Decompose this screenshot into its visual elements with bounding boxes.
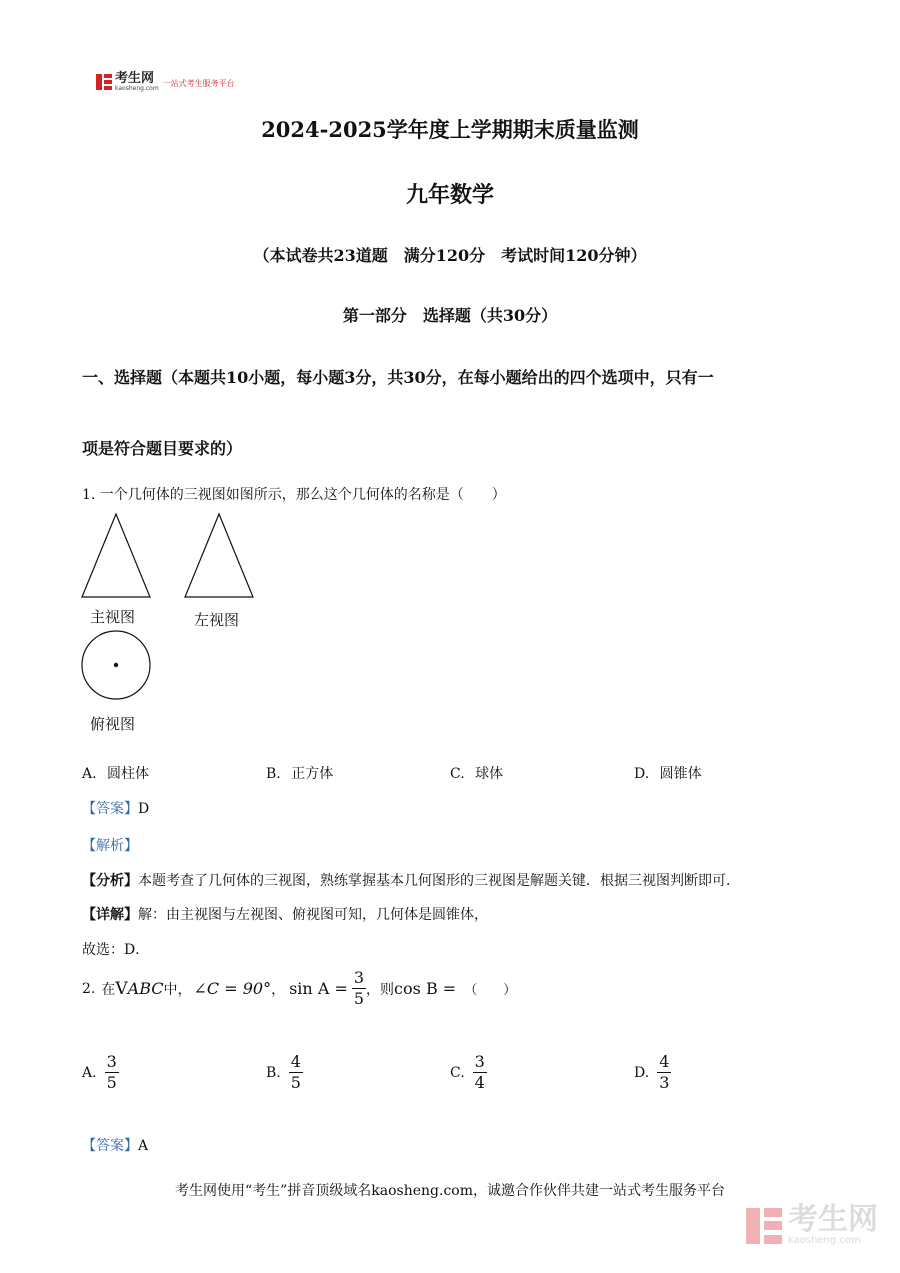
q1-answer <box>82 798 149 818</box>
q1-option-d-letter: D. <box>634 766 650 782</box>
q2-then: ，则 <box>366 981 395 998</box>
q2-option-d-letter: D. <box>634 1064 650 1081</box>
q2-option-a-numerator: 3 <box>106 1052 117 1071</box>
q1-option-d-text: 圆锥体 <box>659 766 702 782</box>
watermark-name: 考生网 <box>788 1202 878 1237</box>
q1-option-c-text: 球体 <box>475 766 504 782</box>
left-view-triangle <box>185 514 253 597</box>
q2-in: 在 <box>101 981 116 998</box>
part-title: 第一部分 选择题（共30分） <box>342 306 558 325</box>
q2-option-b-denominator: 5 <box>290 1073 301 1092</box>
q1-fenxi-text: 本题考查了几何体的三视图，熟练掌握基本几何图形的三视图是解题关键．根据三视图判断即可． <box>138 873 740 889</box>
exam-subject: 九年数学 <box>405 182 494 208</box>
watermark <box>746 1202 878 1246</box>
q1-option-b-text: 正方体 <box>291 766 334 782</box>
q2-option-b-numerator: 4 <box>290 1052 301 1071</box>
exam-title: 2024-2025学年度上学期期末质量监测 <box>261 117 639 142</box>
q2-mid: 中， <box>163 981 192 998</box>
q1-option-d <box>634 763 702 783</box>
q2-answer-value: A <box>138 1138 149 1154</box>
q1-analysis <box>82 835 138 855</box>
q2-option-d <box>634 1052 671 1093</box>
front-view-label: 主视图 <box>90 608 136 626</box>
q2-option-a-letter: A. <box>82 1064 97 1081</box>
logo-domain: kaosheng.com <box>115 85 159 92</box>
section-heading-line2: 项是符合题目要求的） <box>82 439 243 458</box>
q1-fenxi-tag: 【分析】 <box>82 873 138 889</box>
q1-option-b-letter: B. <box>266 766 281 782</box>
q2-option-c <box>450 1052 487 1093</box>
q2-sin-denominator: 5 <box>353 989 365 1008</box>
q2-option-d-denominator: 3 <box>659 1073 670 1092</box>
watermark-logo-icon <box>746 1208 782 1244</box>
q1-xiangjie-tag: 【详解】 <box>82 907 138 923</box>
q2-sin-numerator: 3 <box>353 968 365 987</box>
q2-option-c-fraction <box>473 1052 487 1093</box>
q2-option-d-numerator: 4 <box>659 1052 670 1071</box>
q2-option-a-fraction <box>105 1052 119 1093</box>
top-view-label: 俯视图 <box>90 715 136 733</box>
q2-option-b-fraction <box>289 1052 303 1093</box>
logo-mark-icon <box>96 74 112 90</box>
q1-fenxi <box>82 870 740 890</box>
left-view-label: 左视图 <box>194 611 240 629</box>
q1-option-b <box>266 763 333 783</box>
q2-stem <box>82 968 516 1009</box>
logo-slogan: 一站式考生服务平台 <box>162 79 235 88</box>
q1-answer-tag: 【答案】 <box>82 801 138 817</box>
q2-option-b-letter: B. <box>266 1064 281 1081</box>
q2-option-d-fraction <box>657 1052 671 1093</box>
q1-option-a-text: 圆柱体 <box>107 766 150 782</box>
triangle-name: ABC <box>127 979 164 998</box>
section-heading-line1: 一、选择题（本题共10小题，每小题3分，共30分，在每小题给出的四个选项中，只有一 <box>82 368 714 387</box>
q2-comma: ， <box>271 981 286 998</box>
q1-answer-value: D <box>138 801 150 817</box>
q1-stem: 1. 一个几何体的三视图如图所示，那么这个几何体的名称是（ ） <box>82 487 506 503</box>
q1-option-c <box>450 763 503 783</box>
page-footer: 考生网使用“考生”拼音顶级域名kaosheng.com，诚邀合作伙伴共建一站式考生服务平台 <box>174 1183 726 1199</box>
q2-option-c-letter: C. <box>450 1064 465 1081</box>
q2-option-a <box>82 1052 119 1093</box>
top-view-center-dot <box>114 663 118 667</box>
q2-answer <box>82 1135 148 1155</box>
q2-option-c-numerator: 3 <box>474 1052 485 1071</box>
q1-option-a <box>82 763 149 783</box>
q2-sin-label: sin A = <box>289 979 348 998</box>
q2-option-b <box>266 1052 303 1093</box>
three-view-figure <box>80 510 260 735</box>
q1-analysis-tag: 【解析】 <box>82 838 138 854</box>
q2-cos-label: cos B = <box>394 979 457 998</box>
q1-conclusion: 故选：D． <box>82 942 150 958</box>
q1-option-c-letter: C. <box>450 766 465 782</box>
q2-option-a-denominator: 5 <box>106 1073 117 1092</box>
q1-xiangjie-text: 解：由主视图与左视图、俯视图可知，几何体是圆锥体， <box>138 907 488 923</box>
q2-angle: ∠C = 90° <box>193 979 272 998</box>
q2-option-c-denominator: 4 <box>474 1073 485 1092</box>
exam-info: （本试卷共23道题 满分120分 考试时间120分钟） <box>253 246 647 265</box>
q2-number: 2. <box>82 980 96 997</box>
q1-option-a-letter: A. <box>82 766 97 782</box>
q2-answer-tag: 【答案】 <box>82 1138 138 1154</box>
brand-logo <box>96 72 235 92</box>
front-view-triangle <box>82 514 150 597</box>
logo-name: 考生网 <box>115 71 155 86</box>
q2-paren: （ ） <box>464 983 517 998</box>
q1-xiangjie <box>82 904 488 924</box>
triangle-symbol: V <box>115 978 128 999</box>
q2-sin-fraction <box>352 968 366 1009</box>
watermark-domain: kaosheng.com <box>788 1235 861 1246</box>
